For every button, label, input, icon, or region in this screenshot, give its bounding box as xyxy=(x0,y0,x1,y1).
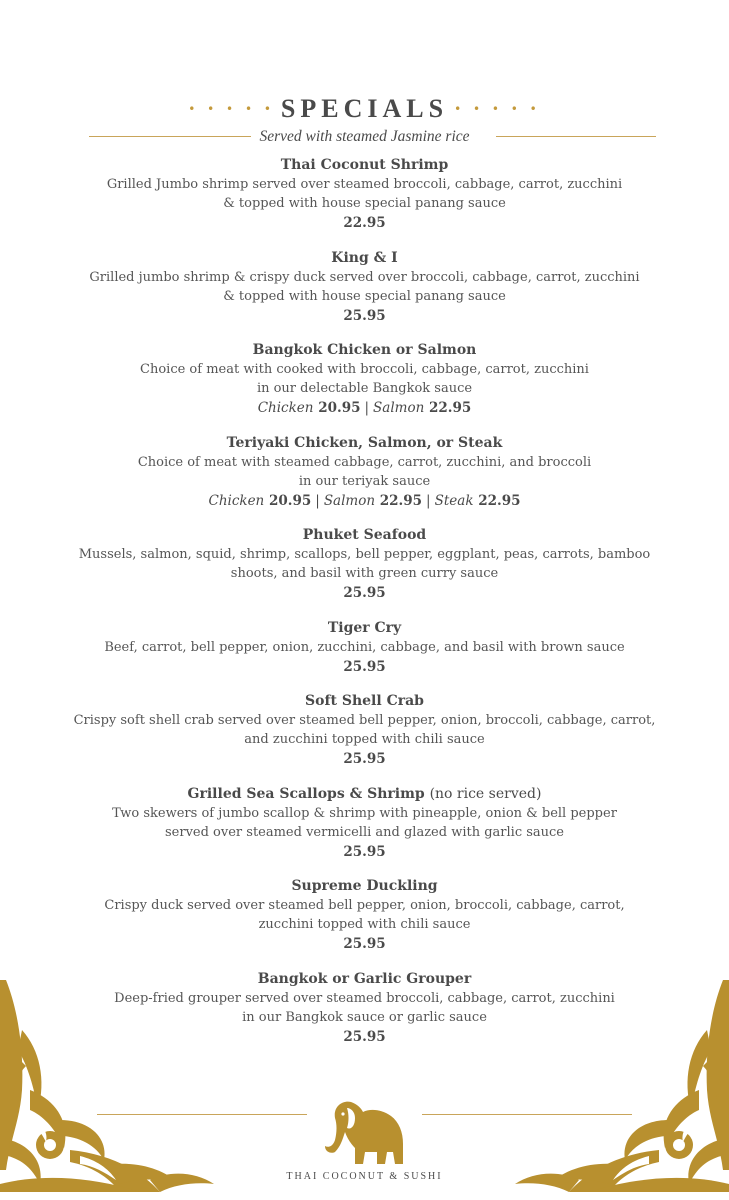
item-description: Grilled Jumbo shrimp served over steamed broccoli, cabbage, carrot, zucchini xyxy=(106,177,623,192)
item-description: Beef, carrot, bell pepper, onion, zucchini, cabbage, and basil with brown sauce xyxy=(104,639,625,655)
item-price: 22.95 xyxy=(343,215,386,231)
menu-item xyxy=(0,784,729,877)
menu-item xyxy=(0,618,729,692)
item-name: Tiger Cry xyxy=(327,619,402,636)
menu-item xyxy=(0,340,729,433)
item-name: Soft Shell Crab xyxy=(305,693,424,709)
item-price: 25.95 xyxy=(343,1028,386,1045)
menu-items xyxy=(0,155,729,1061)
menu-item xyxy=(0,433,729,526)
item-description: Grilled jumbo shrimp & crispy duck served over broccoli, cabbage, carrot, zucchini xyxy=(89,269,640,285)
option-label: Steak xyxy=(434,492,474,509)
option-label: Salmon xyxy=(373,400,425,416)
option-price: 22.95 xyxy=(379,492,423,509)
item-description: Two skewers of jumbo scallop & shrimp with pineapple, onion & bell pepper xyxy=(112,805,617,821)
title-dots-right: • • • • • xyxy=(454,102,541,116)
option-label: Chicken xyxy=(208,492,265,509)
option-label: Chicken xyxy=(257,400,314,416)
item-price: 25.95 xyxy=(343,751,386,767)
item-description: and zucchini topped with chili sauce xyxy=(244,732,485,747)
menu-item xyxy=(0,525,729,618)
item-note: (no rice served) xyxy=(429,785,542,802)
item-description: served over steamed vermicelli and glazed with garlic sauce xyxy=(164,824,564,840)
menu-item xyxy=(0,155,729,248)
item-description: Choice of meat with steamed cabbage, carrot, zucchini, and broccoli xyxy=(137,454,592,470)
page-title: SPECIALS xyxy=(280,94,449,123)
option-separator: | xyxy=(426,492,431,509)
option-separator: | xyxy=(364,400,370,416)
option-label: Salmon xyxy=(323,492,376,509)
item-name-row xyxy=(0,784,729,804)
option-separator: | xyxy=(315,492,320,509)
page-subtitle: Served with steamed Jasmine rice xyxy=(253,128,475,146)
brand-name: THAI COCONUT & SUSHI xyxy=(286,1171,443,1182)
thai-floral-ornament-icon xyxy=(0,970,250,1200)
item-price xyxy=(0,491,729,511)
elephant-icon xyxy=(321,1098,407,1166)
item-price: 25.95 xyxy=(343,307,386,324)
item-price: 25.95 xyxy=(343,936,386,952)
item-description: in our Bangkok sauce or garlic sauce xyxy=(242,1009,487,1025)
item-name: Thai Coconut Shrimp xyxy=(280,157,449,173)
item-name: Bangkok or Garlic Grouper xyxy=(257,970,472,987)
item-description: in our delectable Bangkok sauce xyxy=(256,381,473,396)
item-name: Grilled Sea Scallops & Shrimp xyxy=(187,785,425,802)
menu-item xyxy=(0,691,729,784)
item-description: shoots, and basil with green curry sauce xyxy=(230,566,499,581)
item-description: & topped with house special panang sauce xyxy=(223,288,506,304)
item-price: 25.95 xyxy=(343,585,386,601)
item-description: in our teriyak sauce xyxy=(298,473,431,489)
item-name: Bangkok Chicken or Salmon xyxy=(252,342,477,358)
item-description: Choice of meat with cooked with broccoli, cabbage, carrot, zucchini xyxy=(140,362,589,377)
footer-rule-right xyxy=(422,1114,632,1115)
footer-rule-left xyxy=(97,1114,307,1115)
item-name: Phuket Seafood xyxy=(302,527,427,543)
item-name: King & I xyxy=(331,249,398,266)
subtitle-rule-right xyxy=(496,136,656,137)
item-description: Deep-fried grouper served over steamed broccoli, cabbage, carrot, zucchini xyxy=(114,990,615,1006)
item-price xyxy=(0,398,729,418)
thai-floral-ornament-icon xyxy=(479,970,729,1200)
item-price: 25.95 xyxy=(343,843,386,860)
option-price: 22.95 xyxy=(478,492,521,509)
item-description: Crispy duck served over steamed bell pepper, onion, broccoli, cabbage, carrot, xyxy=(104,898,625,913)
item-name: Teriyaki Chicken, Salmon, or Steak xyxy=(226,434,503,451)
item-name: Supreme Duckling xyxy=(291,878,438,894)
menu-item xyxy=(0,876,729,969)
option-price: 20.95 xyxy=(268,492,312,509)
menu-item xyxy=(0,248,729,341)
item-price: 25.95 xyxy=(343,658,386,675)
item-description: zucchini topped with chili sauce xyxy=(258,917,471,932)
item-description: Crispy soft shell crab served over steamed bell pepper, onion, broccoli, cabbage, carrot, xyxy=(73,713,656,728)
title-row xyxy=(0,94,729,124)
subtitle-row xyxy=(0,126,729,146)
menu-header xyxy=(0,94,729,146)
option-price: 22.95 xyxy=(429,400,472,416)
item-description: & topped with house special panang sauce xyxy=(223,196,506,211)
item-description: Mussels, salmon, squid, shrimp, scallops, bell pepper, eggplant, peas, carrots, bamboo xyxy=(78,547,651,562)
subtitle-rule-left xyxy=(89,136,251,137)
title-dots-left: • • • • • xyxy=(188,102,275,116)
option-price: 20.95 xyxy=(318,400,361,416)
